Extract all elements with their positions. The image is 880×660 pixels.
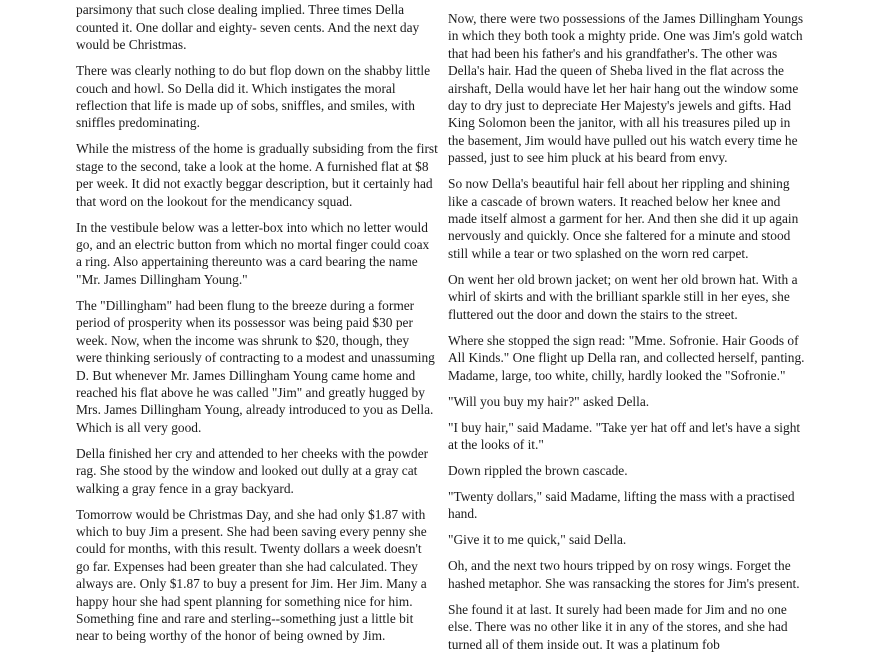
right-text-column (448, 0, 810, 660)
paragraph: On went her old brown jacket; on went her old brown hat. With a whirl of skirts and with the brilliant sparkle still in her eyes, she fluttered out the door and down the stairs to the street. (448, 271, 798, 322)
paragraph: "Will you buy my hair?" asked Della. (448, 393, 650, 409)
paragraph: Down rippled the brown cascade. (448, 462, 628, 478)
paragraph: "I buy hair," said Madame. "Take yer hat off and let's have a sight at the looks of it." (448, 419, 801, 452)
paragraph: So now Della's beautiful hair fell about her rippling and shining like a cascade of brown waters. It reached below her knee and made itself almost a garment for her. And then she did it up again nervously and quickly. Once she faltered for a minute and stood still while a tear or two splashed on the worn red carpet. (448, 176, 799, 261)
paragraph: While the mistress of the home is gradually subsiding from the first stage to the second, take a look at the home. A furnished flat at $8 per week. It did not exactly beggar description, but it certainly had that word on the lookout for the mendicancy squad. (76, 141, 438, 209)
paragraph (448, 0, 810, 1)
paragraph: Now, there were two possessions of the James Dillingham Youngs in which they both took a mighty pride. One was Jim's gold watch that had been his father's and his grandfather's. The other was Della's hair. Had the queen of Sheba lived in the flat across the airshaft, Della would have let her hair hang out the window some day to dry just to depreciate Her Majesty's jewels and gifts. Had King Solomon been the janitor, with all his treasures piled up in the basement, Jim would have pulled out his watch every time he passed, just to see him pluck at his beard from envy. (448, 11, 804, 166)
paragraph: There was clearly nothing to do but flop down on the shabby little couch and howl. So Della did it. Which instigates the moral reflection that life is made up of sobs, sniffles, and smiles, with sniffles predominating. (76, 63, 431, 131)
paragraph: She found it at last. It surely had been made for Jim and no one else. There was no other like it in any of the stores, and she had turned all of them inside out. It was a platinum fob (448, 601, 788, 652)
paragraph: Della finished her cry and attended to her cheeks with the powder rag. She stood by the window and looked out dully at a gray cat walking a gray fence in a gray backyard. (76, 445, 429, 496)
paragraph: The "Dillingham" had been flung to the breeze during a former period of prosperity when its possessor was being paid $30 per week. Now, when the income was shrunk to $20, though, they were thinking seriously of contracting to a modest and unassuming D. But whenever Mr. James Dillingham Young came home and reached his flat above he was called "Jim" and greatly hugged by Mrs. James Dillingham Young, already introduced to you as Della. Which is all very good. (76, 297, 435, 435)
left-text-column (76, 0, 438, 653)
paragraph: Oh, and the next two hours tripped by on rosy wings. Forget the hashed metaphor. She was ransacking the stores for Jim's present. (448, 558, 800, 591)
paragraph: Where she stopped the sign read: "Mme. Sofronie. Hair Goods of All Kinds." One flight up Della ran, and collected herself, panting. Madame, large, too white, chilly, hardly looked the "Sofronie." (448, 332, 805, 383)
paragraph: "Give it to me quick," said Della. (448, 532, 627, 548)
paragraph: Tomorrow would be Christmas Day, and she had only $1.87 with which to buy Jim a present. She had been saving every penny she could for months, with this result. Twenty dollars a week doesn't go far. Expenses had been greater than she had calculated. They always are. Only $1.87 to buy a present for Jim. Her Jim. Many a happy hour she had spent planning for something nice for him. Something fine and rare and sterling--something just a little bit near to being worthy of the honor of being owned by Jim. (76, 506, 427, 644)
paragraph: parsimony that such close dealing implied. Three times Della counted it. One dollar and eighty- seven cents. And the next day would be Christmas. (76, 2, 420, 53)
paragraph: In the vestibule below was a letter-box into which no letter would go, and an electric button from which no mortal finger could coax a ring. Also appertaining thereunto was a card bearing the name "Mr. James Dillingham Young." (76, 219, 430, 287)
paragraph: "Twenty dollars," said Madame, lifting the mass with a practised hand. (448, 488, 795, 522)
